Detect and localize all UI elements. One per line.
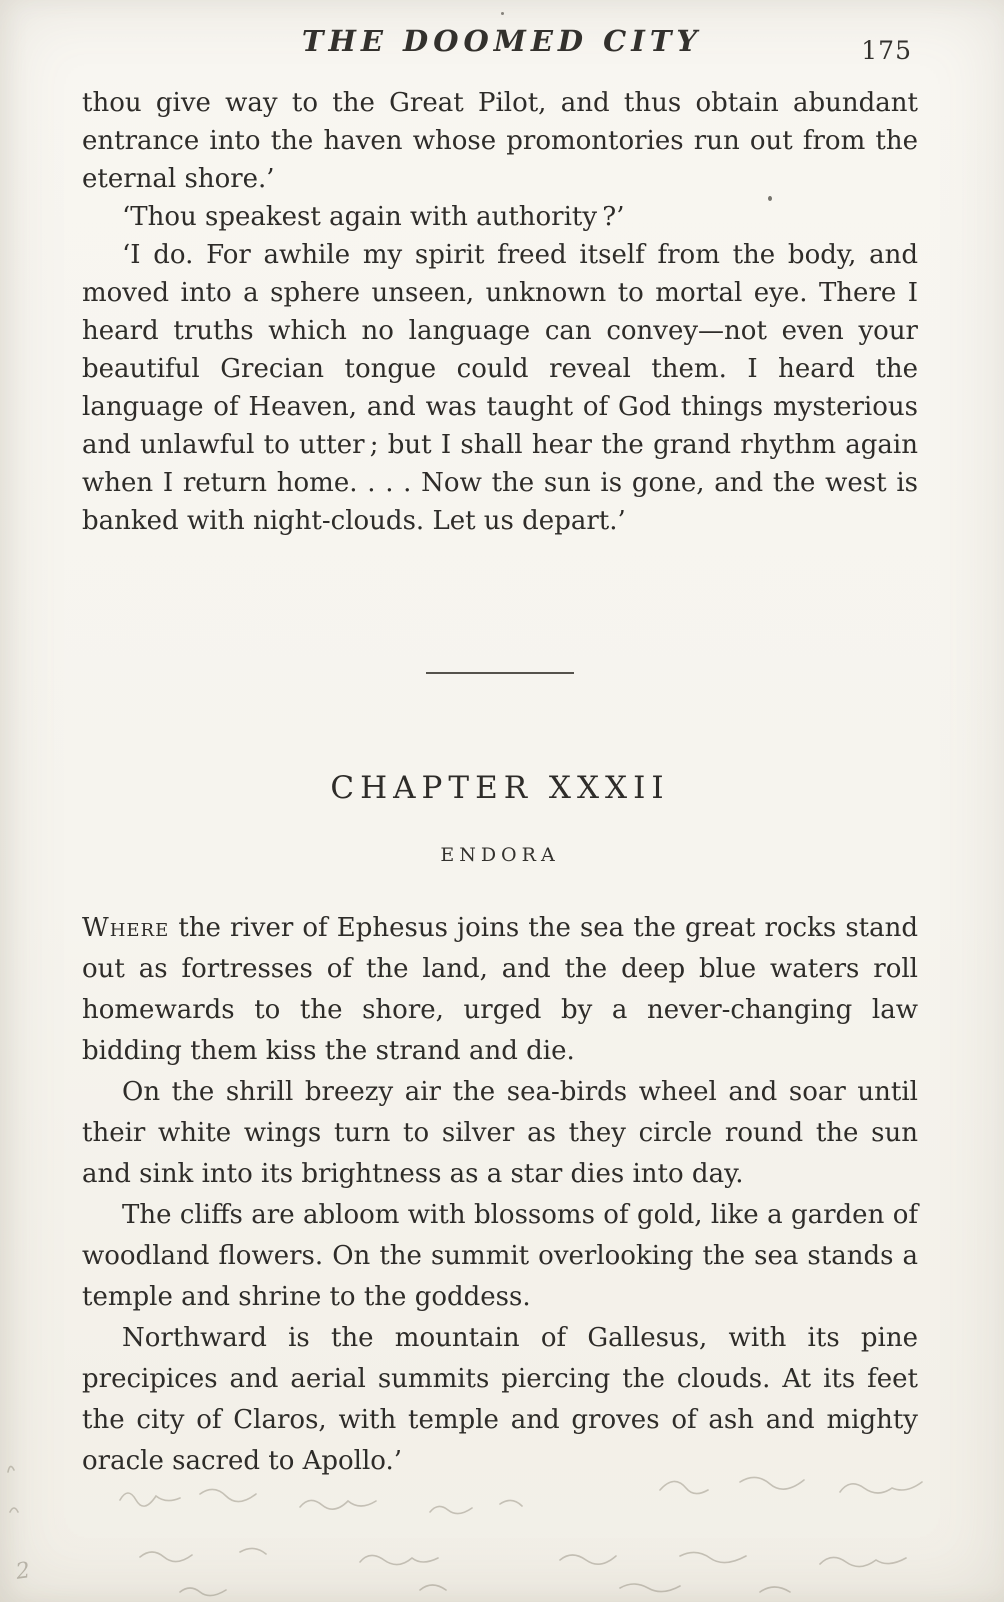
lead-word: Where [82, 913, 170, 943]
paragraph-text: the river of Ephesus joins the sea the great rocks stand out as fortresses of the land, and the deep blue waters roll homewards to the shore, urged by a never-changing law bidding them kiss the strand and die. [82, 913, 918, 1066]
chapter-subtitle: ENDORA [440, 844, 560, 866]
chapter-area [82, 660, 918, 1482]
paragraph: On the shrill breezy air the sea-birds wheel and soar until their white wings turn to silver as they circle round the sun and sink into its brightness as a star dies into day. [82, 1077, 918, 1189]
scan-speck [501, 12, 504, 15]
running-header [0, 24, 1004, 68]
paragraph: The cliffs are abloom with blossoms of gold, like a garden of woodland flowers. On the summit overlooking the sea stands a temple and shrine to the goddess. [82, 1200, 918, 1312]
page-number: 175 [861, 36, 912, 65]
paragraph: ‘Thou speakest again with authority ?’ [122, 202, 625, 232]
chapter-heading: CHAPTER XXXII [330, 770, 670, 806]
section-divider [426, 672, 574, 674]
paragraph: thou give way to the Great Pilot, and thus obtain abundant entrance into the haven whose promontories run out from the eternal shore.’ [82, 88, 918, 194]
corner-mark: 2 [14, 1558, 32, 1585]
chapter-text-block [82, 908, 918, 1482]
header-title: THE DOOMED CITY [301, 24, 703, 58]
top-text-block [82, 84, 918, 540]
paragraph: ‘I do. For awhile my spirit freed itself from the body, and moved into a sphere unseen, unknown to mortal eye. There I heard truths which no language can convey—not even your beautiful Grecian tongue could reveal them. I heard the language of Heaven, and was taught of God things mysterious and unlawful to utter ; but I shall hear the grand rhythm again when I return home. . . . Now the sun is gone, and the west is banked with night-clouds. Let us depart.’ [82, 240, 918, 536]
paragraph [82, 908, 918, 1072]
paragraph: Northward is the mountain of Gallesus, with its pine precipices and aerial summits piercing the clouds. At its feet the city of Claros, with temple and groves of ash and mighty oracle sacred to Apollo.’ [82, 1323, 918, 1476]
